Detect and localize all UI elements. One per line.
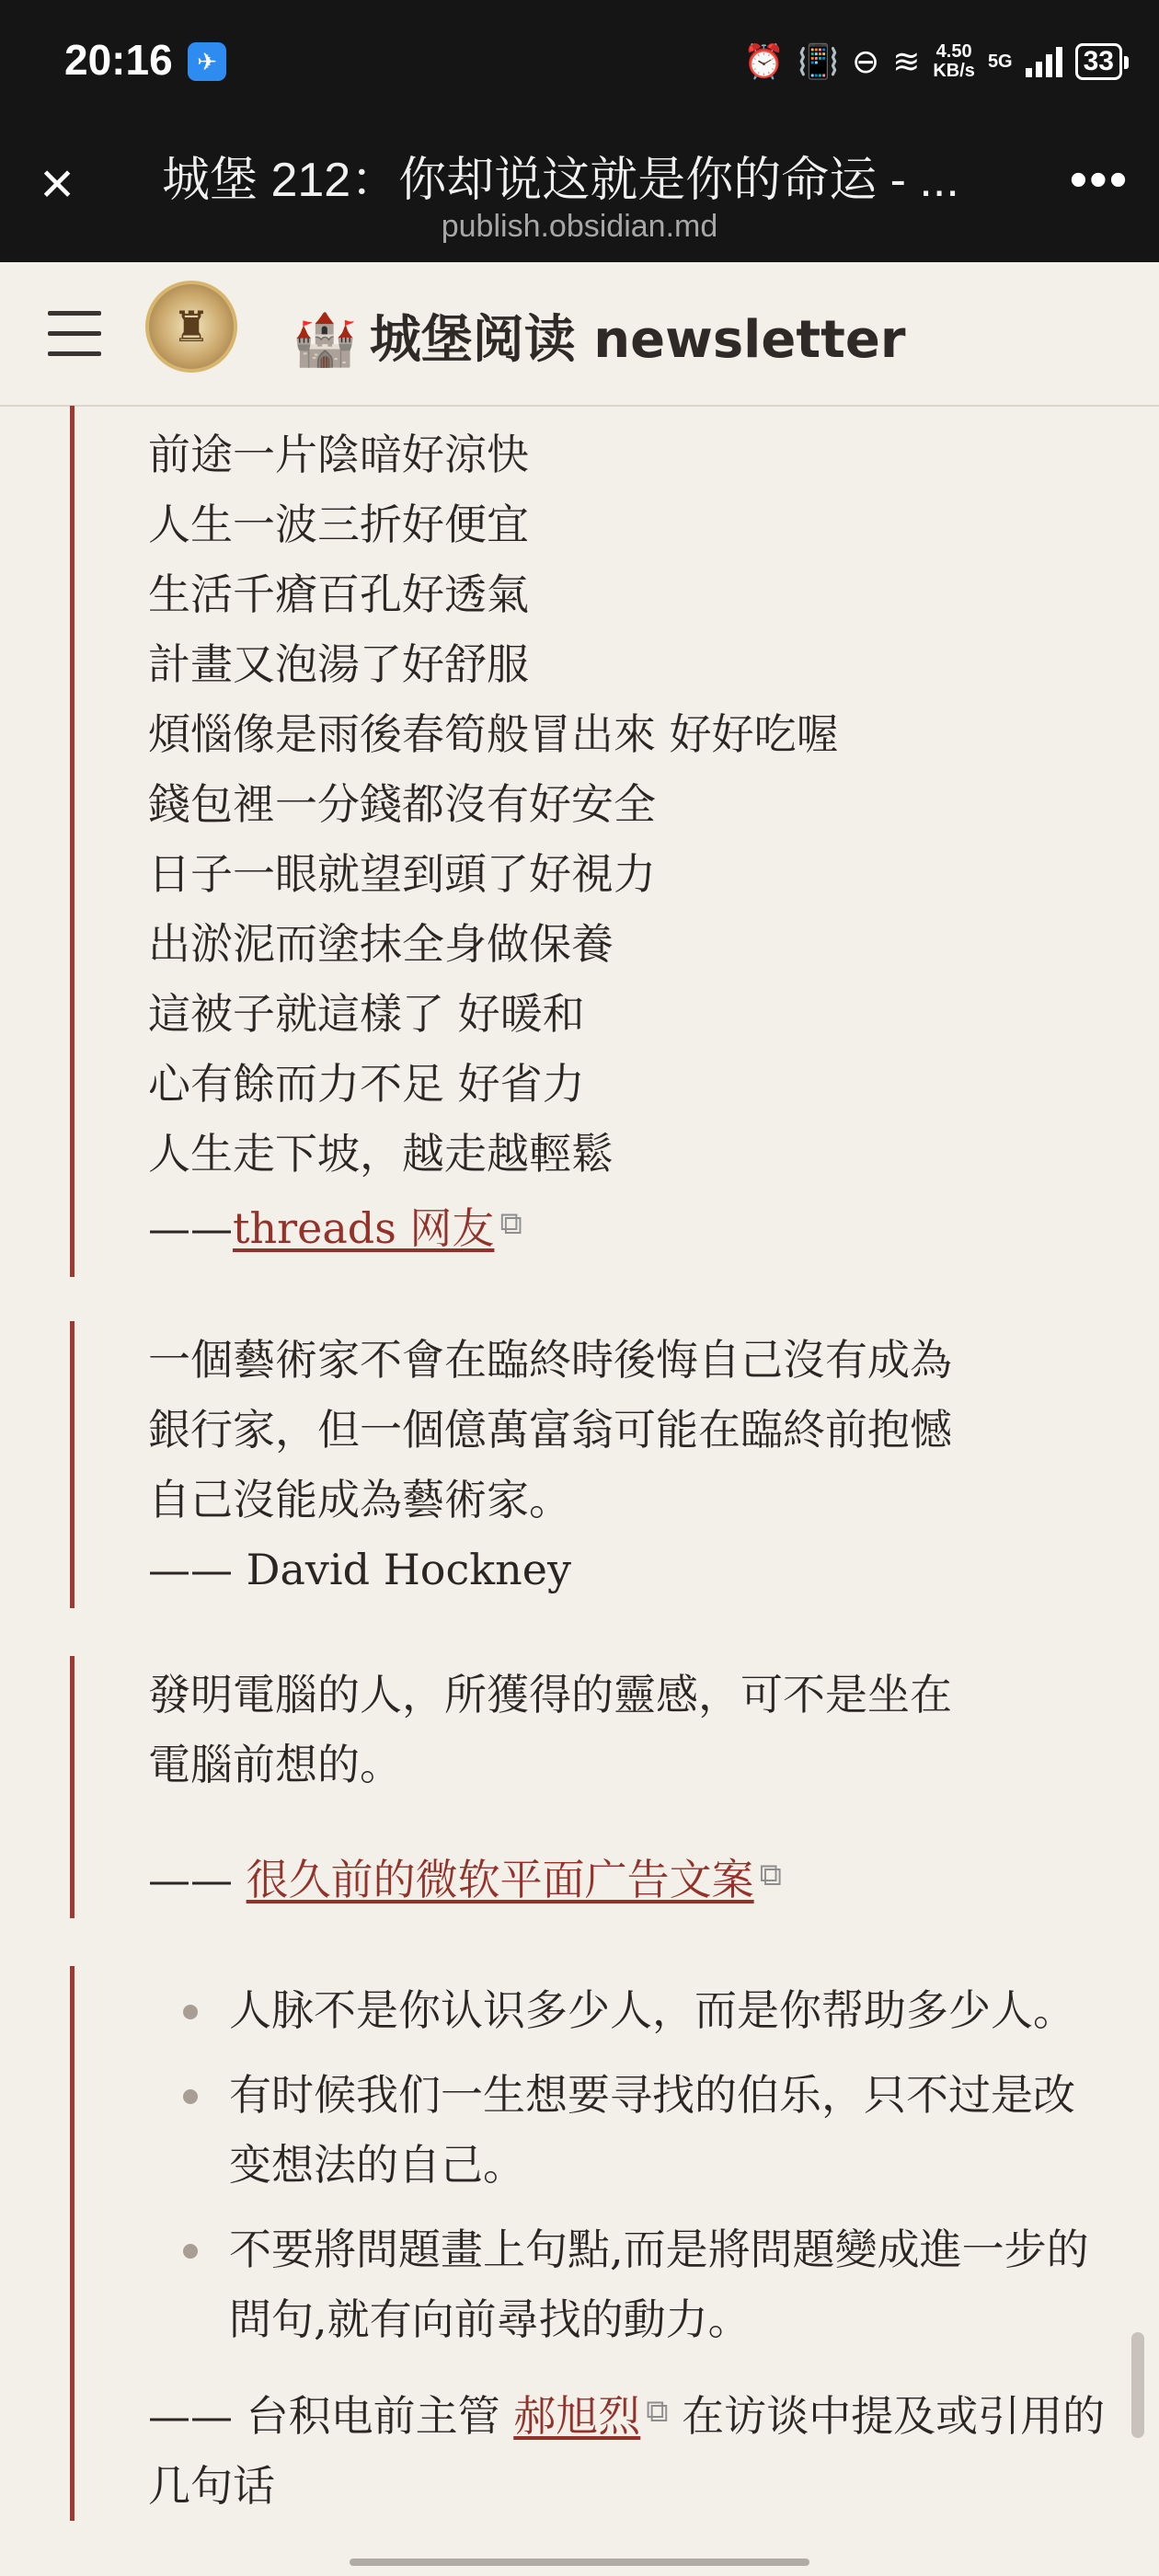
- quote-line: 電腦前想的。: [148, 1740, 402, 1789]
- external-link-icon: ⧉: [646, 2393, 669, 2430]
- castle-icon: 🏰: [293, 310, 357, 370]
- vibrate-icon: 📳: [798, 42, 840, 80]
- list-item: 不要將問題畫上句點,而是將問題變成進一步的問句,就有向前尋找的動力。: [148, 2214, 1113, 2354]
- quote-attribution: [148, 2376, 1113, 2521]
- article-content: [0, 406, 1159, 2521]
- threads-link[interactable]: threads 网友: [233, 1203, 495, 1253]
- quote-line: 人生一波三折好便宜: [148, 500, 529, 549]
- site-logo[interactable]: ♜: [145, 281, 237, 373]
- hao-xulie-link[interactable]: 郝旭烈: [513, 2391, 641, 2441]
- quote-line: 這被子就這樣了 好暖和: [148, 989, 585, 1039]
- battery-level: 33: [1083, 46, 1114, 76]
- quote-line: 計畫又泡湯了好舒服: [148, 639, 529, 689]
- attribution-dash: ——: [148, 1203, 233, 1253]
- net-speed: [933, 42, 975, 81]
- status-icons: [743, 37, 1122, 86]
- app-notification-icon: ✈: [188, 42, 226, 81]
- signal-icon: [1026, 46, 1062, 77]
- more-options-icon[interactable]: •••: [1069, 150, 1130, 208]
- attribution-suffix: 在访谈中提及或引用的几句话: [148, 2391, 1106, 2511]
- blockquote-tsmc: [70, 1966, 1159, 2521]
- quote-line: 生活千瘡百孔好透氣: [148, 569, 529, 619]
- dnd-icon: ⊖: [852, 42, 880, 80]
- quote-line: 人生走下坡，越走越輕鬆: [148, 1129, 614, 1179]
- quote-attribution: —— David Hockney: [148, 1545, 571, 1594]
- menu-icon[interactable]: [48, 311, 101, 357]
- quote-attribution: [148, 1840, 1104, 1915]
- site-title-text: 城堡阅读 newsletter: [369, 310, 906, 370]
- blockquote-threads: [70, 406, 1159, 1277]
- quote-line: 錢包裡一分錢都沒有好安全: [148, 779, 656, 829]
- quote-line: 煩惱像是雨後春筍般冒出來 好好吃喔: [148, 709, 839, 759]
- nfc-icon: ≋: [892, 42, 921, 80]
- external-link-icon: ⧉: [759, 1857, 782, 1893]
- attribution-dash: ——: [148, 1855, 247, 1904]
- site-title[interactable]: [293, 299, 905, 373]
- page-url[interactable]: publish.obsidian.md: [441, 209, 718, 244]
- page-title: 城堡 212：你却说这就是你的命运 - ...: [162, 154, 959, 207]
- quote-line: 前途一片陰暗好涼快: [148, 430, 529, 479]
- quote-line: 一個藝術家不會在臨終時後悔自己沒有成為: [148, 1335, 952, 1385]
- network-type: 5G: [987, 51, 1013, 72]
- home-indicator[interactable]: [350, 2559, 809, 2566]
- blockquote-hockney: [70, 1321, 1159, 1608]
- close-icon[interactable]: ×: [40, 150, 75, 216]
- scrollbar-thumb[interactable]: [1131, 2332, 1144, 2438]
- list-item: 人脉不是你认识多少人，而是你帮助多少人。: [148, 1975, 1113, 2045]
- status-bar: [0, 0, 1159, 124]
- site-header: [0, 262, 1159, 407]
- attribution-prefix: —— 台积电前主管: [148, 2391, 514, 2441]
- quote-line: 出淤泥而塗抹全身做保養: [148, 919, 614, 969]
- net-speed-value: 4.50: [935, 41, 972, 62]
- battery-icon: [1075, 43, 1122, 80]
- alarm-icon: ⏰: [743, 42, 786, 80]
- external-link-icon: ⧉: [499, 1205, 522, 1242]
- quote-line: 銀行家，但一個億萬富翁可能在臨終前抱憾: [148, 1405, 952, 1455]
- quote-line: 自己沒能成為藝術家。: [148, 1475, 571, 1524]
- quote-line: 發明電腦的人，所獲得的靈感，可不是坐在: [148, 1670, 952, 1719]
- browser-toolbar: [0, 124, 1159, 262]
- microsoft-ad-link[interactable]: 很久前的微软平面广告文案: [246, 1855, 754, 1904]
- quote-bullet-list: [148, 1975, 1113, 2354]
- net-speed-unit: KB/s: [933, 61, 975, 81]
- list-item: 有时候我们一生想要寻找的伯乐，只不过是改变想法的自己。: [148, 2060, 1113, 2200]
- status-time: 20:16: [64, 36, 173, 84]
- quote-line: 心有餘而力不足 好省力: [148, 1059, 585, 1109]
- blockquote-microsoft: [70, 1656, 1159, 1918]
- quote-line: 日子一眼就望到頭了好視力: [148, 849, 656, 899]
- quote-attribution: [148, 1189, 1104, 1263]
